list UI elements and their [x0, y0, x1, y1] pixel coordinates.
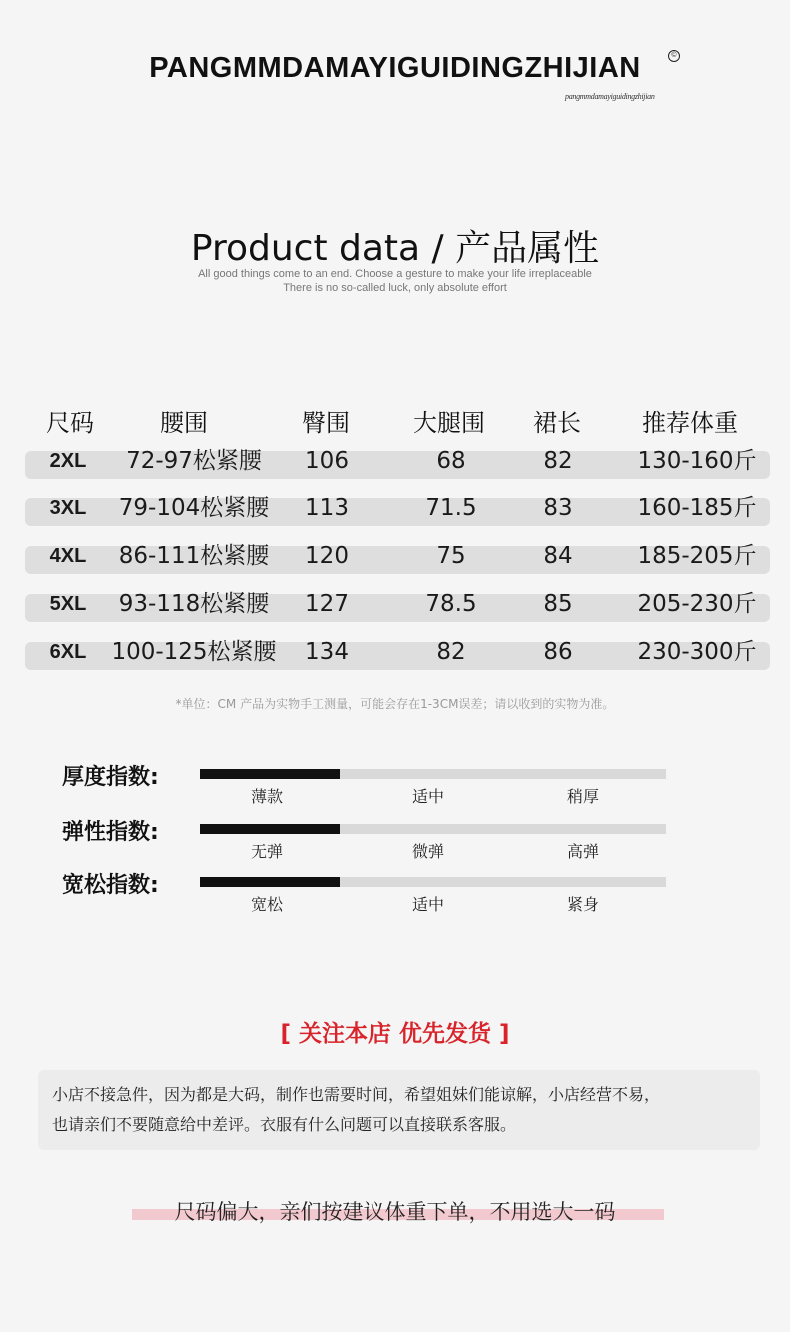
table-cell-length: 84 [543, 543, 573, 569]
subtitle-line-1: All good things come to an end. Choose a gesture to make your life irreplaceable [198, 268, 592, 280]
table-cell-hip: 134 [305, 639, 349, 665]
table-cell-thigh: 82 [436, 639, 466, 665]
index-label: 宽松指数: [62, 873, 159, 898]
index-level-fill [200, 769, 340, 779]
index-level-fill [200, 877, 340, 887]
table-header-waist: 腰围 [160, 409, 208, 437]
subtitle-line-2: There is no so-called luck, only absolute effort [283, 282, 507, 294]
table-cell-waist: 72-97松紧腰 [126, 448, 262, 474]
table-cell-thigh: 75 [436, 543, 466, 569]
index-option: 无弹 [250, 842, 284, 861]
index-option: 微弹 [411, 842, 445, 861]
table-cell-size: 5XL [49, 593, 87, 615]
index-track [200, 824, 666, 834]
table-cell-hip: 106 [305, 448, 349, 474]
index-option: 适中 [411, 787, 445, 806]
index-track [200, 769, 666, 779]
copyright-mark: © [668, 50, 680, 62]
brand-script: pangmmdamayiguidingzhijian [565, 92, 655, 101]
table-cell-weight: 205-230斤 [637, 591, 757, 617]
notice-box [38, 1070, 760, 1150]
table-header-thigh: 大腿围 [413, 409, 485, 437]
size-tip-text: 尺码偏大，亲们按建议体重下单，不用选大一码 [174, 1200, 616, 1224]
index-option: 适中 [411, 895, 445, 914]
size-tip [0, 1196, 790, 1226]
table-cell-waist: 86-111松紧腰 [118, 543, 270, 569]
table-cell-waist: 93-118松紧腰 [118, 591, 270, 617]
table-header-length: 裙长 [533, 409, 581, 437]
table-cell-thigh: 78.5 [425, 591, 477, 617]
table-header-size: 尺码 [46, 409, 94, 437]
table-cell-length: 82 [543, 448, 573, 474]
index-track [200, 877, 666, 887]
table-cell-thigh: 68 [436, 448, 466, 474]
table-header-weight: 推荐体重 [642, 409, 738, 437]
table-cell-length: 85 [543, 591, 573, 617]
table-cell-waist: 100-125松紧腰 [111, 639, 277, 665]
brand-name: PANGMMDAMAYIGUIDINGZHIJIAN [149, 52, 641, 84]
table-cell-weight: 130-160斤 [637, 448, 757, 474]
measurement-note: *单位：CM 产品为实物手工测量，可能会存在1-3CM误差；请以收到的实物为准。 [175, 697, 615, 711]
index-option: 薄款 [250, 787, 284, 806]
table-cell-size: 3XL [49, 497, 87, 519]
table-cell-hip: 113 [305, 495, 349, 521]
index-option: 宽松 [250, 895, 284, 914]
table-cell-size: 2XL [49, 450, 87, 472]
index-option: 高弹 [566, 842, 600, 861]
table-cell-weight: 160-185斤 [637, 495, 757, 521]
index-option: 稍厚 [566, 787, 600, 806]
notice-line-2: 也请亲们不要随意给中差评。衣服有什么问题可以直接联系客服。 [52, 1115, 517, 1134]
table-cell-size: 6XL [49, 641, 87, 663]
index-label: 弹性指数: [62, 820, 159, 845]
notice-line-1: 小店不接急件，因为都是大码，制作也需要时间，希望姐妹们能谅解，小店经营不易， [52, 1085, 661, 1104]
follow-shop-banner: [ 关注本店 优先发货 ] [280, 1021, 510, 1047]
table-cell-length: 83 [543, 495, 573, 521]
table-cell-thigh: 71.5 [425, 495, 477, 521]
table-cell-size: 4XL [49, 545, 87, 567]
index-level-fill [200, 824, 340, 834]
index-option: 紧身 [566, 895, 600, 914]
table-cell-length: 86 [543, 639, 573, 665]
table-cell-weight: 185-205斤 [637, 543, 757, 569]
table-header-hip: 臀围 [302, 409, 350, 437]
table-cell-hip: 127 [305, 591, 349, 617]
table-cell-weight: 230-300斤 [637, 639, 757, 665]
index-label: 厚度指数: [62, 765, 159, 790]
table-cell-waist: 79-104松紧腰 [118, 495, 270, 521]
page-title: Product data / 产品属性 [190, 228, 600, 269]
table-cell-hip: 120 [305, 543, 349, 569]
